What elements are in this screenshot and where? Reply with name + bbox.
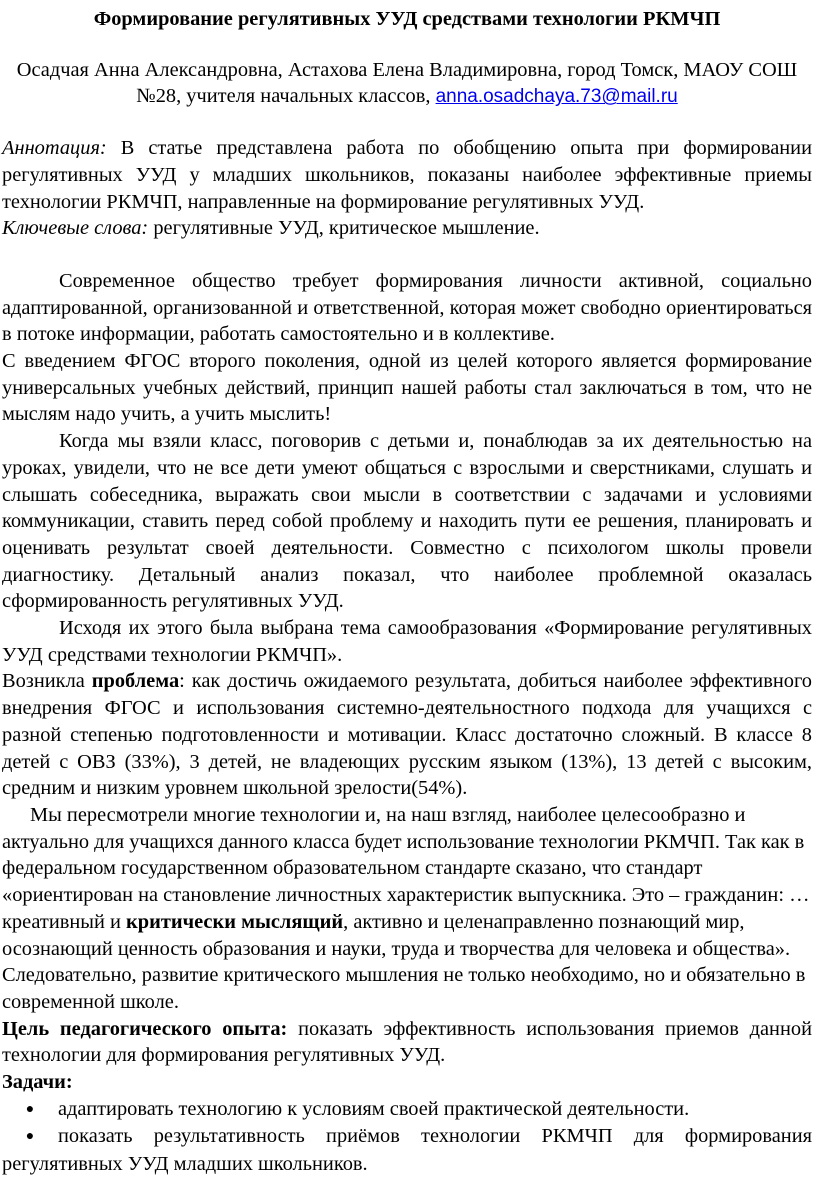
list-item [2,1096,812,1124]
task-text: показать результативность приёмов технологии РКМЧП для формирования регулятивных УУД младших школьников. [2,1125,812,1176]
email-link[interactable]: anna.osadchaya.73@mail.ru [435,86,678,108]
bullet-icon: ● [25,1101,35,1117]
keywords-text: регулятивные УУД, критическое мышление. [153,217,540,240]
authors-line [2,57,812,111]
paragraph-6-rest: , активно и целенаправленно познающий мир, осознающий ценность образования и науки, труда и творчества для человека и общества». Следовательно, развитие критического мышления не только необходимо, но и обязательно в современной школе. [2,910,806,1013]
problem-keyword: проблема [91,670,180,693]
paragraph-2: С введением ФГОС второго поколения, одной из целей которого является формирование универсальных учебных действий, принцип нашей работы стал заключаться в том, что не мыслям надо учить, а учить мыслить! [2,350,812,426]
task-text: адаптировать технологию к условиям своей практической деятельности. [58,1097,690,1120]
paragraph-1: Современное общество требует формирования личности активной, социально адаптированной, организованной и ответственной, которая может свободно ориентироваться в потоке информации, работать самостоятельно и в коллективе. [2,269,812,346]
paragraph-4: Исходя их этого была выбрана тема самообразования «Формирование регулятивных УУД средствами технологии РКМЧП». [2,617,812,666]
paragraph-6 [2,802,812,1016]
list-item [2,1123,812,1177]
tasks-label: Задачи: [2,1071,73,1094]
keywords-label: Ключевые слова: [2,217,149,240]
paragraph-5-start: Возникла [2,670,85,693]
paragraph-6-start: Мы пересмотрели многие технологии и, на наш взгляд, наиболее целесообразно и актуально для учащихся данного класса будет использование технологии РКМЧП. Так как в федеральном государственном образовательном стандарте сказано, что стандарт «ориентирован на становление личностных характеристик выпускника. Это – гражданин: … креативный и [2,803,810,933]
annotation [2,135,812,215]
paragraph-5-rest: : как достичь ожидаемого результата, добиться наиболее эффективного внедрения ФГОС и использования системно-деятельностного подхода для учащихся с разной степенью подготовленности и мотивации. Класс достаточно сложный. В классе 8 детей с ОВЗ (33%), 3 детей, не владеющих русским языком (13%), 13 детей с высоким, средним и низким уровнем школьной зрелости(54%). [2,670,812,800]
goal-text: показать эффективность использования приемов данной технологии для формирования регулятивных УУД. [2,1017,812,1067]
bullet-icon: ● [25,1129,35,1145]
keywords [2,215,812,242]
paragraph-3: Когда мы взяли класс, поговорив с детьми и, понаблюдав за их деятельностью на уроках, увидели, что не все дети умеют общаться с взрослыми и сверстниками, слушать и слышать собеседника, выражать свои мысли в соответствии с задачами и условиями коммуникации, ставить перед собой проблему и находить пути ее решения, планировать и оценивать результат своей деятельности. Совместно с психологом школы провели диагностику. Детальный анализ показал, что наиболее проблемной оказалась сформированность регулятивных УУД. [2,430,812,613]
goal-label: Цель педагогического опыта: [2,1017,288,1040]
goal [2,1016,812,1069]
authors-text: Осадчая Анна Александровна, Астахова Елена Владимировна, город Томск, МАОУ СОШ №28, учителя начальных классов, [16,58,798,108]
tasks-heading [2,1069,812,1096]
tasks-list [2,1096,812,1178]
annotation-text: В статье представлена работа по обобщению опыта при формировании регулятивных УУД у младших школьников, показаны наиболее эффективные приемы технологии РКМЧП, направленные на формирование регулятивных УУД. [2,137,812,213]
spacer [2,242,812,268]
critical-thinking-keyword: критически мыслящий [126,910,344,933]
annotation-label: Аннотация: [2,137,107,160]
paragraph-5 [2,668,812,802]
document-title: Формирование регулятивных УУД средствами технологии РКМЧП [93,8,721,30]
